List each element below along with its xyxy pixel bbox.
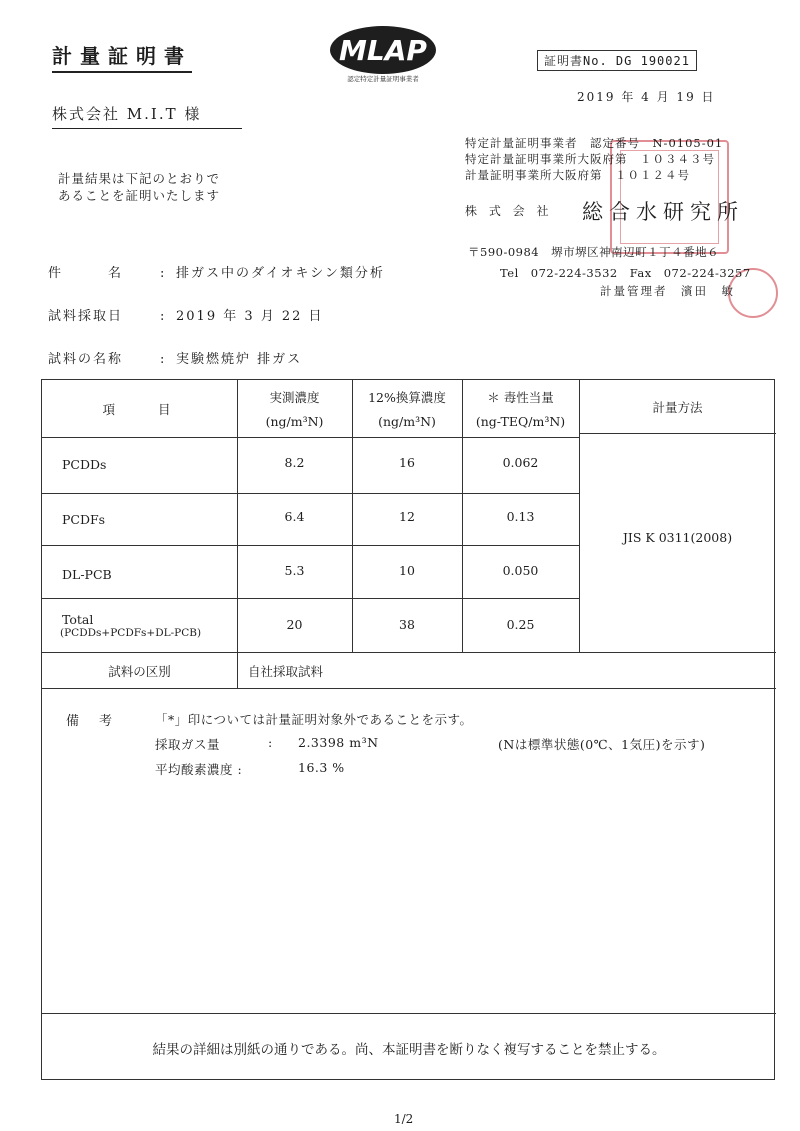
remarks-gas-label: 採取ガス量 xyxy=(155,737,221,752)
mlap-logo xyxy=(328,24,438,84)
subject-field: 件 名 : 排ガス中のダイオキシン類分析 xyxy=(48,262,385,281)
row-dlpcb-converted: 10 xyxy=(399,563,415,578)
sample-class-value: 自社採取試料 xyxy=(248,664,324,679)
sample-name-field: 試料の名称 : 実験燃焼炉 排ガス xyxy=(48,348,302,367)
sampling-date-label: 試料採取日 xyxy=(48,309,124,324)
remarks-gas-value: 2.3398 m³N xyxy=(298,735,379,750)
subject-label: 件 名 xyxy=(48,266,124,281)
certificate-number-label: 証明書No. xyxy=(544,54,608,68)
certification-statement xyxy=(58,170,220,204)
sampling-date-value: 2019 年 3 月 22 日 xyxy=(176,309,324,324)
intro-line-1: 計量結果は下記のとおりで xyxy=(58,171,221,186)
issuer-manager: 計量管理者 濱田 敏 xyxy=(600,284,735,298)
header-item: 項 目 xyxy=(102,402,177,417)
sample-name-value: 実験燃焼炉 排ガス xyxy=(176,352,303,367)
issuer-company-prefix: 株 式 会 社 xyxy=(465,204,553,218)
row-dlpcb-measured: 5.3 xyxy=(284,563,305,578)
row-pcdfs-measured: 6.4 xyxy=(284,509,305,524)
header-toxicity xyxy=(462,388,579,429)
issuer-line-1: 特定計量証明事業者 認定番号 N-0105-01 xyxy=(465,136,724,150)
sample-class-label: 試料の区別 xyxy=(108,664,171,679)
method-value: JIS K 0311(2008) xyxy=(622,530,733,545)
remarks-gas-colon: : xyxy=(268,735,273,750)
remarks-oxygen-label: 平均酸素濃度 : xyxy=(155,762,243,777)
row-pcdds-measured: 8.2 xyxy=(284,455,305,470)
row-total-toxicity: 0.25 xyxy=(506,617,535,632)
row-total-converted: 38 xyxy=(399,617,415,632)
row-pcdds-item: PCDDs xyxy=(62,457,107,472)
row-pcdds-toxicity: 0.062 xyxy=(502,455,539,470)
certificate-number: DG 190021 xyxy=(615,54,690,68)
page-number: 1/2 xyxy=(394,1112,414,1126)
issuer-registration xyxy=(465,135,723,183)
row-pcdfs-item: PCDFs xyxy=(62,512,106,527)
issuer-line-2: 特定計量証明事業所大阪府第 １０３４３号 xyxy=(465,152,715,166)
remarks-label: 備考 xyxy=(66,714,133,729)
header-measured xyxy=(237,388,352,429)
header-converted-label: 12%換算濃度 xyxy=(368,390,446,405)
remarks-line-1: 「*」印については計量証明対象外であることを示す。 xyxy=(155,712,473,727)
issuer-phone-fax: Tel 072-224-3532 Fax 072-224-3257 xyxy=(500,266,751,280)
remarks-gas-note: (Nは標準状態(0℃、1気圧)を示す) xyxy=(498,737,706,752)
document-title: 計量証明書 xyxy=(52,40,192,73)
issuer-address: 〒590-0984 堺市堺区神南辺町１丁４番地６ xyxy=(468,245,720,259)
logo-text: MLAP xyxy=(339,34,427,67)
header-toxicity-label: ＊ 毒性当量 xyxy=(487,390,554,405)
intro-line-2: あることを証明いたします xyxy=(58,188,221,203)
subject-value: 排ガス中のダイオキシン類分析 xyxy=(176,266,385,281)
header-toxicity-unit: (ng-TEQ/m³N) xyxy=(475,414,566,429)
remarks-oxygen-value: 16.3 % xyxy=(298,760,345,775)
row-total-label: Total xyxy=(62,612,94,627)
row-total-sub: (PCDDs+PCDFs+DL-PCB) xyxy=(60,627,202,639)
header-method: 計量方法 xyxy=(652,400,703,415)
header-measured-label: 実測濃度 xyxy=(269,390,320,405)
certificate-date: 2019 年 4 月 19 日 xyxy=(577,90,716,104)
header-converted-unit: (ng/m³N) xyxy=(378,414,436,429)
header-measured-unit: (ng/m³N) xyxy=(265,414,324,429)
row-total-item xyxy=(62,612,201,639)
row-pcdds-converted: 16 xyxy=(399,455,415,470)
sample-name-label: 試料の名称 xyxy=(48,352,124,367)
results-table xyxy=(41,379,775,1080)
client-name: 株式会社 M.I.T 様 xyxy=(52,103,242,129)
logo-subtitle: 認定特定計量証明事業者 xyxy=(347,75,419,83)
issuer-line-3: 計量証明事業所大阪府第 １０１２４号 xyxy=(465,168,690,182)
row-dlpcb-item: DL-PCB xyxy=(62,567,112,582)
certificate-number-box xyxy=(537,50,697,71)
row-total-measured: 20 xyxy=(286,617,303,632)
issuer-company-name: 総合水研究所 xyxy=(582,200,744,224)
sampling-date-field: 試料採取日 : 2019 年 3 月 22 日 xyxy=(48,305,324,324)
header-converted xyxy=(352,388,462,429)
row-pcdfs-toxicity: 0.13 xyxy=(506,509,535,524)
footer-note: 結果の詳細は別紙の通りである。尚、本証明書を断りなく複写することを禁止する。 xyxy=(152,1042,666,1058)
row-pcdfs-converted: 12 xyxy=(399,509,415,524)
row-dlpcb-toxicity: 0.050 xyxy=(502,563,539,578)
